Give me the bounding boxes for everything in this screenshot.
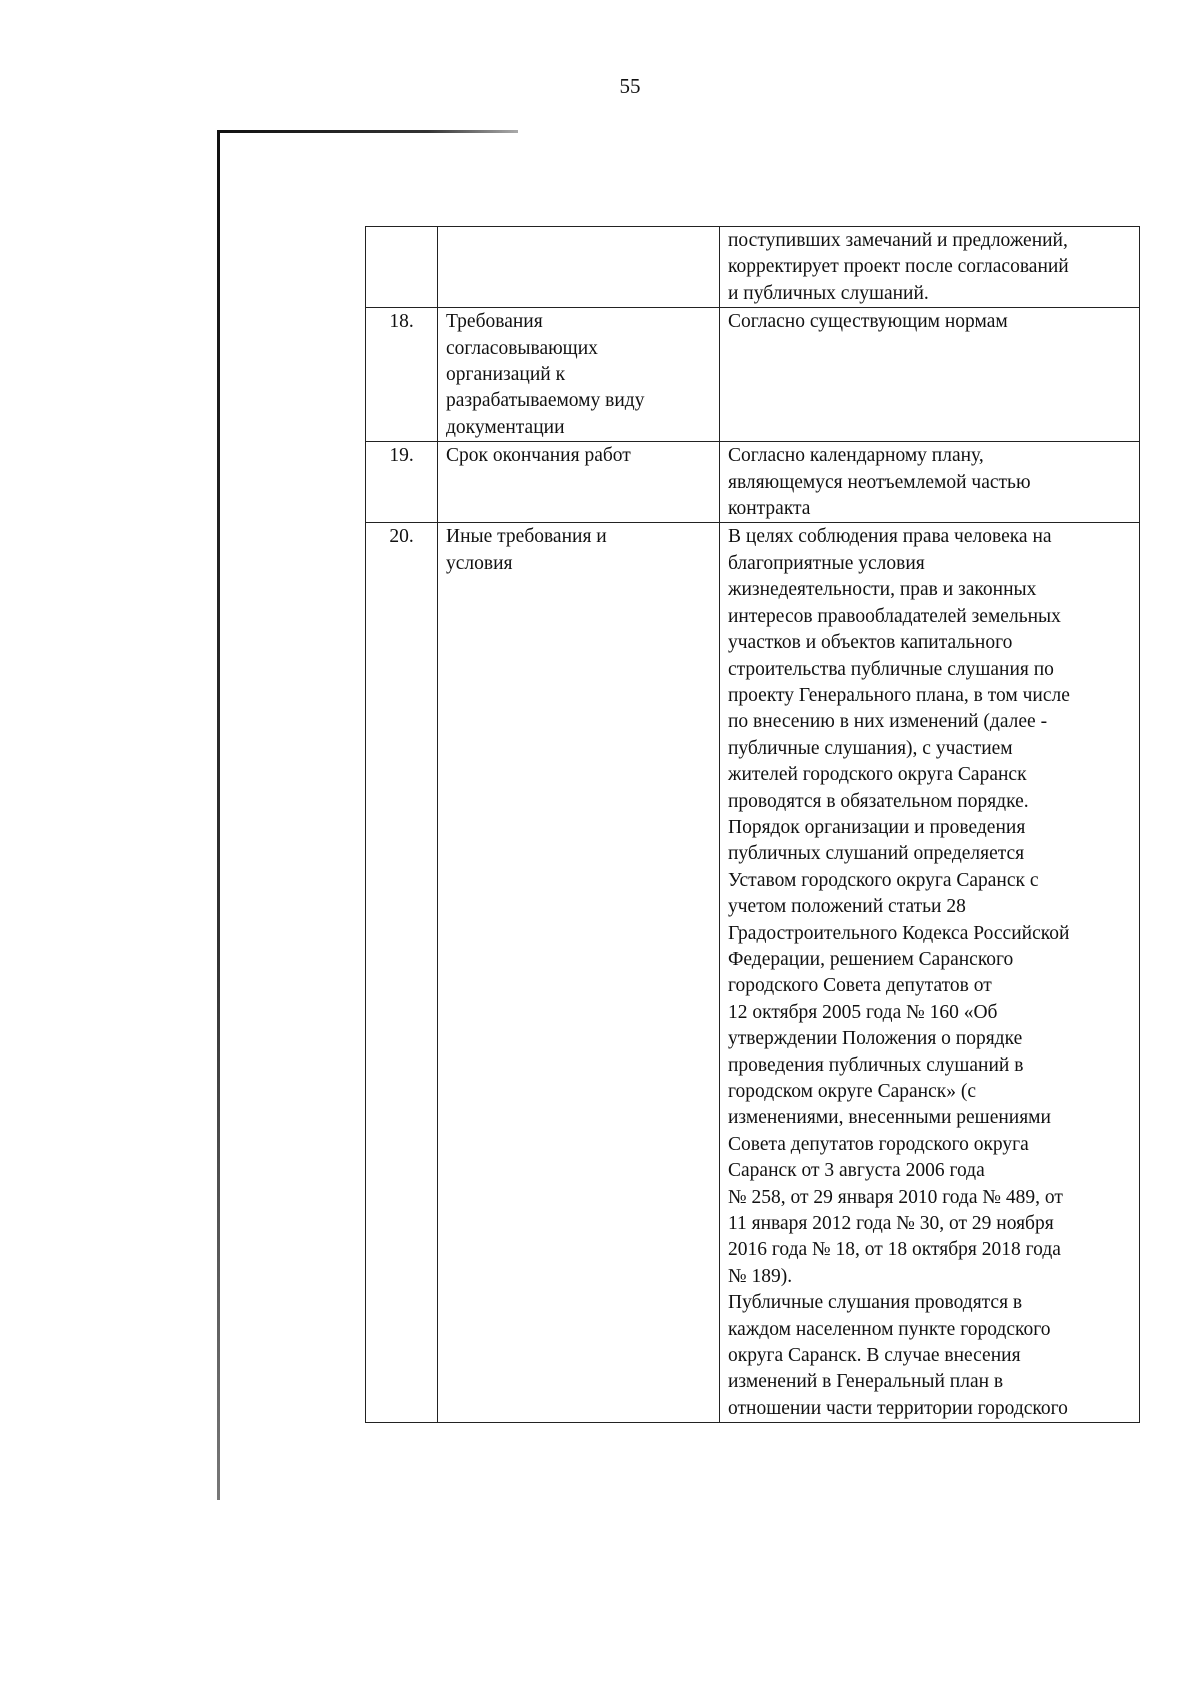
requirement-content-line: В целях соблюдения права человека на <box>728 526 1052 548</box>
requirement-name-cell <box>438 227 720 308</box>
requirement-content-line: поступивших замечаний и предложений, <box>728 230 1068 251</box>
requirement-content-line: городского Совета депутатов от <box>728 975 992 997</box>
page-number: 55 <box>619 74 641 98</box>
requirement-content-line: каждом населенном пункте городского <box>728 1318 1051 1340</box>
row-number-cell: 20. <box>366 523 438 1423</box>
scan-edge-top <box>218 130 518 133</box>
requirement-content-line: Публичные слушания проводятся в <box>728 1292 1023 1314</box>
requirement-content-line: участков и объектов капитального <box>728 632 1013 654</box>
requirement-content-line: жителей городского округа Саранск <box>728 764 1027 786</box>
requirement-content-line: Саранск от 3 августа 2006 года <box>728 1160 985 1182</box>
requirement-content-line: и публичных слушаний. <box>728 282 929 304</box>
requirement-content-line: Согласно существующим нормам <box>728 311 1008 333</box>
requirement-content-line: контракта <box>728 498 811 520</box>
requirement-content-line: проводятся в обязательном порядке. <box>728 790 1029 812</box>
requirement-content-line: учетом положений статьи 28 <box>728 896 966 918</box>
requirement-name-line: условия <box>446 552 513 574</box>
requirement-content-line: изменениями, внесенными решениями <box>728 1107 1051 1129</box>
requirement-name-line: Иные требования и <box>446 526 607 548</box>
row-number-cell: 19. <box>366 442 438 523</box>
requirements-table <box>365 226 1140 1423</box>
requirement-content-cell <box>720 442 1140 523</box>
requirement-content-cell <box>720 227 1140 308</box>
row-number-cell: 18. <box>366 308 438 442</box>
requirement-content-line: Градостроительного Кодекса Российской <box>728 922 1070 944</box>
requirement-content-line: утверждении Положения о порядке <box>728 1028 1023 1050</box>
requirement-content-line: по внесению в них изменений (далее - <box>728 711 1048 733</box>
requirement-name-cell <box>438 523 720 1423</box>
requirement-content-line: 2016 года № 18, от 18 октября 2018 года <box>728 1239 1061 1261</box>
requirement-content-line: корректирует проект после согласований <box>728 256 1069 278</box>
table-row <box>366 523 1140 1423</box>
requirement-content-line: отношении части территории городского <box>728 1397 1068 1419</box>
requirement-content-line: являющемуся неотъемлемой частью <box>728 471 1031 493</box>
requirement-content-line: 11 января 2012 года № 30, от 29 ноября <box>728 1213 1054 1235</box>
requirement-content-line: проведения публичных слушаний в <box>728 1054 1024 1076</box>
requirement-content-line: округа Саранск. В случае внесения <box>728 1345 1021 1367</box>
requirement-content-line: Уставом городского округа Саранск с <box>728 869 1039 891</box>
requirement-name-line: Требования <box>446 311 543 333</box>
scan-edge-left <box>217 130 220 1500</box>
table-row <box>366 442 1140 523</box>
requirement-content-line: публичные слушания), с участием <box>728 737 1013 759</box>
table-row <box>366 308 1140 442</box>
requirement-content-line: 12 октября 2005 года № 160 «Об <box>728 1001 998 1023</box>
requirement-name-line: Срок окончания работ <box>446 445 631 467</box>
requirement-name-line: организаций к <box>446 364 566 386</box>
requirement-name-line: согласовывающих <box>446 337 598 359</box>
requirement-content-line: № 258, от 29 января 2010 года № 489, от <box>728 1186 1063 1208</box>
requirement-content-cell <box>720 523 1140 1423</box>
requirement-content-line: интересов правообладателей земельных <box>728 605 1061 627</box>
table-row <box>366 227 1140 308</box>
requirement-content-line: изменений в Генеральный план в <box>728 1371 1004 1393</box>
requirement-content-cell <box>720 308 1140 442</box>
requirement-name-line: разрабатываемому виду <box>446 390 645 412</box>
requirement-name-cell <box>438 308 720 442</box>
requirement-name-line: документации <box>446 416 565 438</box>
requirement-content-line: № 189). <box>728 1265 793 1287</box>
requirement-content-line: проекту Генерального плана, в том числе <box>728 684 1070 706</box>
requirement-content-line: жизнедеятельности, прав и законных <box>728 579 1037 601</box>
requirement-content-line: Совета депутатов городского округа <box>728 1133 1029 1155</box>
requirement-content-line: благоприятные условия <box>728 552 925 574</box>
requirement-content-line: Федерации, решением Саранского <box>728 948 1014 970</box>
requirement-content-line: публичных слушаний определяется <box>728 843 1025 865</box>
requirement-content-line: строительства публичные слушания по <box>728 658 1054 680</box>
requirement-content-line: Порядок организации и проведения <box>728 816 1026 838</box>
row-number-cell <box>366 227 438 308</box>
requirement-content-line: Согласно календарному плану, <box>728 445 984 467</box>
requirement-content-line: городском округе Саранск» (с <box>728 1081 976 1102</box>
requirement-name-cell <box>438 442 720 523</box>
